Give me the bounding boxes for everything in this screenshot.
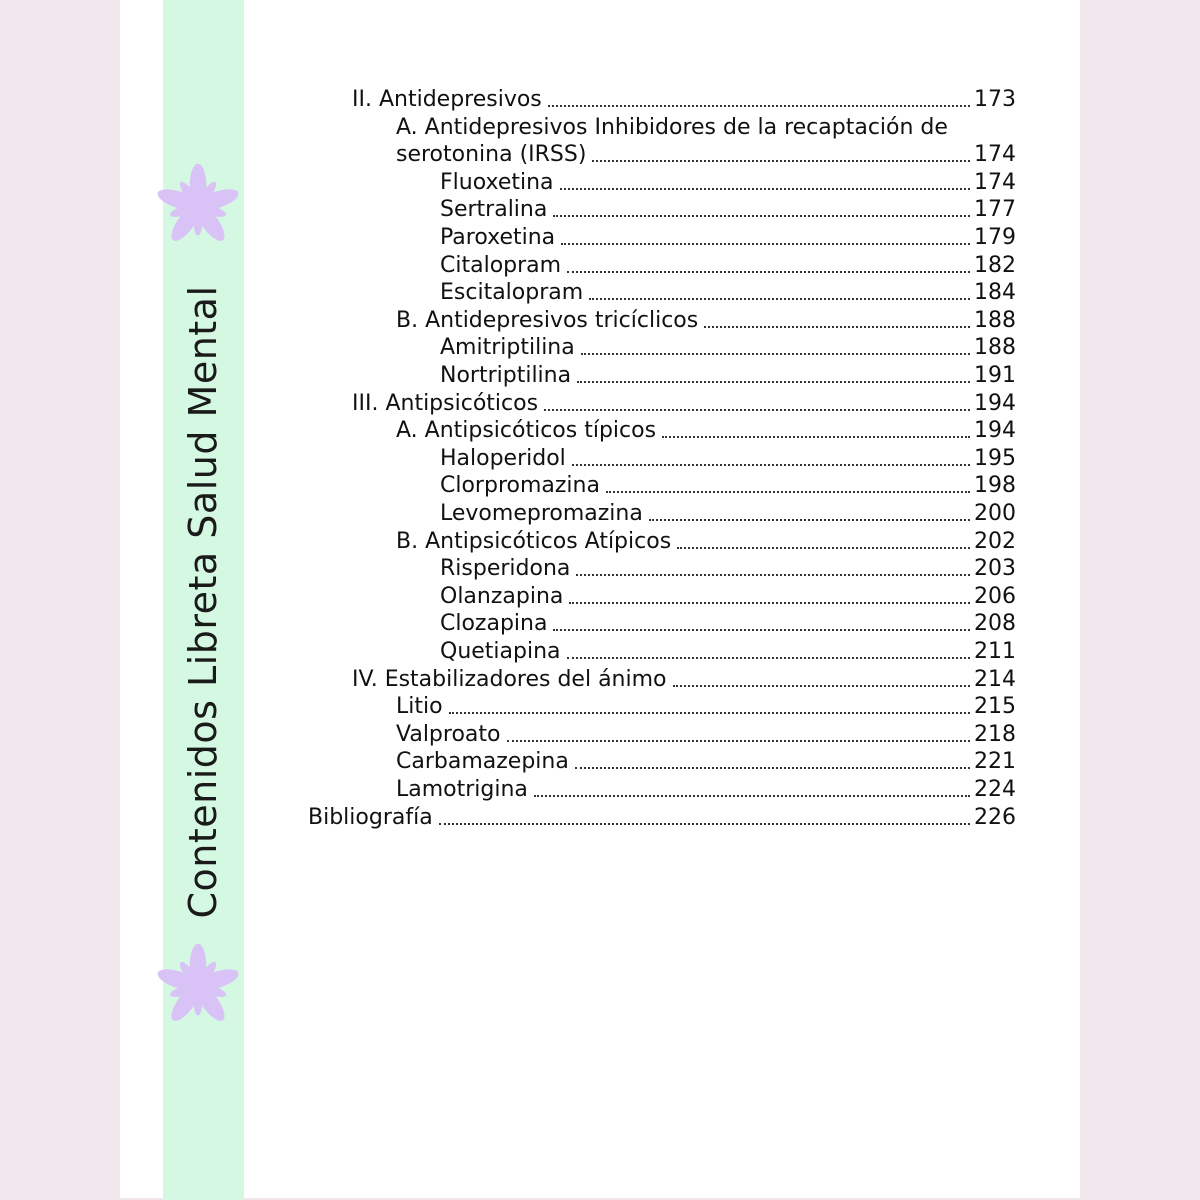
toc-entry <box>308 804 1016 832</box>
toc-entry-page: 206 <box>974 583 1016 609</box>
dot-leader <box>548 105 970 107</box>
toc-entry-label: Risperidona <box>440 556 571 582</box>
dot-leader <box>581 353 970 355</box>
toc-entry <box>440 472 1016 500</box>
toc-entry-page: 194 <box>974 390 1016 416</box>
toc-entry-label: Clozapina <box>440 611 548 637</box>
toc-entry-label: Olanzapina <box>440 583 564 609</box>
dot-leader <box>561 243 970 245</box>
toc-entry-label: Litio <box>396 694 443 720</box>
toc-entry-label: Quetiapina <box>440 639 561 664</box>
toc-entry <box>440 252 1016 280</box>
flower-icon <box>152 160 244 252</box>
toc-entry-label: Bibliografía <box>308 804 433 830</box>
dot-leader <box>567 657 970 659</box>
toc-entry-page: 182 <box>974 252 1016 278</box>
toc-entry-page: 184 <box>974 280 1016 306</box>
dot-leader <box>553 629 970 631</box>
toc-entry <box>440 279 1016 307</box>
toc-entry <box>352 390 1016 418</box>
toc-entry-page: 173 <box>974 87 1016 112</box>
toc-entry <box>440 196 1016 224</box>
dot-leader <box>662 436 970 438</box>
toc-entry <box>352 86 1016 114</box>
toc-entry-page: 177 <box>974 197 1016 223</box>
toc-entry-label: serotonina (IRSS) <box>396 142 587 168</box>
dot-leader <box>576 574 970 576</box>
toc-entry <box>396 307 1016 335</box>
toc-entry <box>440 638 1016 666</box>
toc-entry <box>396 693 1016 721</box>
toc-entry-label: A. Antidepresivos Inhibidores de la recaptación de <box>396 114 948 140</box>
dot-leader <box>449 712 970 714</box>
toc-entry-label: Levomepromazina <box>440 501 643 526</box>
toc-entry-page: 194 <box>974 418 1016 444</box>
dot-leader <box>534 795 970 797</box>
toc-entry-label: Nortriptilina <box>440 363 572 388</box>
toc-entry-page: 211 <box>974 639 1016 664</box>
toc-entry <box>440 583 1016 611</box>
toc-entry-page: 226 <box>974 804 1016 830</box>
toc-entry-page: 188 <box>974 335 1016 361</box>
dot-leader <box>567 271 970 273</box>
toc-entry <box>396 748 1016 776</box>
dot-leader <box>673 685 971 687</box>
toc-entry-label: Citalopram <box>440 252 562 278</box>
toc-entry <box>396 141 1016 169</box>
toc-entry <box>440 555 1016 583</box>
toc-entry-label: Fluoxetina <box>440 169 554 195</box>
toc-entry-page: 218 <box>974 721 1016 747</box>
dot-leader <box>649 519 970 521</box>
toc-entry <box>440 610 1016 638</box>
dot-leader <box>439 823 970 825</box>
dot-leader <box>577 381 970 383</box>
toc-entry-label: B. Antidepresivos tricíclicos <box>396 307 699 333</box>
dot-leader <box>572 464 970 466</box>
toc-entry-label: Valproato <box>396 721 501 747</box>
toc-entry-label: B. Antipsicóticos Atípicos <box>396 528 672 554</box>
toc-entry-page: 191 <box>974 363 1016 388</box>
toc-entry-page: 174 <box>974 169 1016 195</box>
toc-entry-page: 174 <box>974 142 1016 168</box>
toc-entry-page: 215 <box>974 694 1016 720</box>
toc-entry-label: Escitalopram <box>440 280 584 306</box>
toc-entry <box>440 445 1016 473</box>
dot-leader <box>553 215 970 217</box>
dot-leader <box>589 298 970 300</box>
toc-entry-page: 179 <box>974 225 1016 250</box>
toc-entry-label: Haloperidol <box>440 445 566 471</box>
toc-entry-label: A. Antipsicóticos típicos <box>396 418 657 444</box>
toc-entry-label: IV. Estabilizadores del ánimo <box>352 666 667 692</box>
dot-leader <box>704 326 970 328</box>
toc-entry <box>396 528 1016 556</box>
toc-entry-label: III. Antipsicóticos <box>352 390 539 416</box>
toc-entry-page: 214 <box>974 666 1016 692</box>
toc-entry-page: 195 <box>974 445 1016 471</box>
toc-entry-page: 221 <box>974 749 1016 775</box>
toc-entry <box>440 334 1016 362</box>
dot-leader <box>560 188 970 190</box>
toc-entry <box>440 500 1016 528</box>
toc-entry <box>440 224 1016 252</box>
dot-leader <box>606 491 970 493</box>
flower-icon <box>152 940 244 1032</box>
toc-entry <box>440 169 1016 197</box>
dot-leader <box>569 602 970 604</box>
toc-entry <box>396 417 1016 445</box>
toc-entry-label: Amitriptilina <box>440 335 575 361</box>
toc-entry-page: 203 <box>974 556 1016 582</box>
toc-entry-page: 200 <box>974 501 1016 526</box>
toc-entry <box>352 666 1016 694</box>
toc-entry-label: Carbamazepina <box>396 749 569 775</box>
dot-leader <box>507 740 971 742</box>
toc-entry-label: Clorpromazina <box>440 473 600 499</box>
spine-title: Contenidos Libreta Salud Mental <box>181 285 225 919</box>
toc-entry-page: 188 <box>974 307 1016 333</box>
dot-leader <box>575 767 970 769</box>
dot-leader <box>544 409 970 411</box>
toc-entry-page: 208 <box>974 611 1016 637</box>
toc-entry-label: Sertralina <box>440 197 548 223</box>
toc-entry <box>396 776 1016 804</box>
toc-entry-page: 198 <box>974 473 1016 499</box>
toc-entry-label: II. Antidepresivos <box>352 87 542 112</box>
toc-entry-label: Lamotrigina <box>396 777 528 802</box>
toc-entry-page: 202 <box>974 528 1016 554</box>
dot-leader <box>677 547 970 549</box>
toc-entry <box>396 721 1016 749</box>
toc-entry-page: 224 <box>974 777 1016 802</box>
toc-entry-label: Paroxetina <box>440 225 556 250</box>
toc-entry <box>440 362 1016 390</box>
dot-leader <box>592 160 970 162</box>
